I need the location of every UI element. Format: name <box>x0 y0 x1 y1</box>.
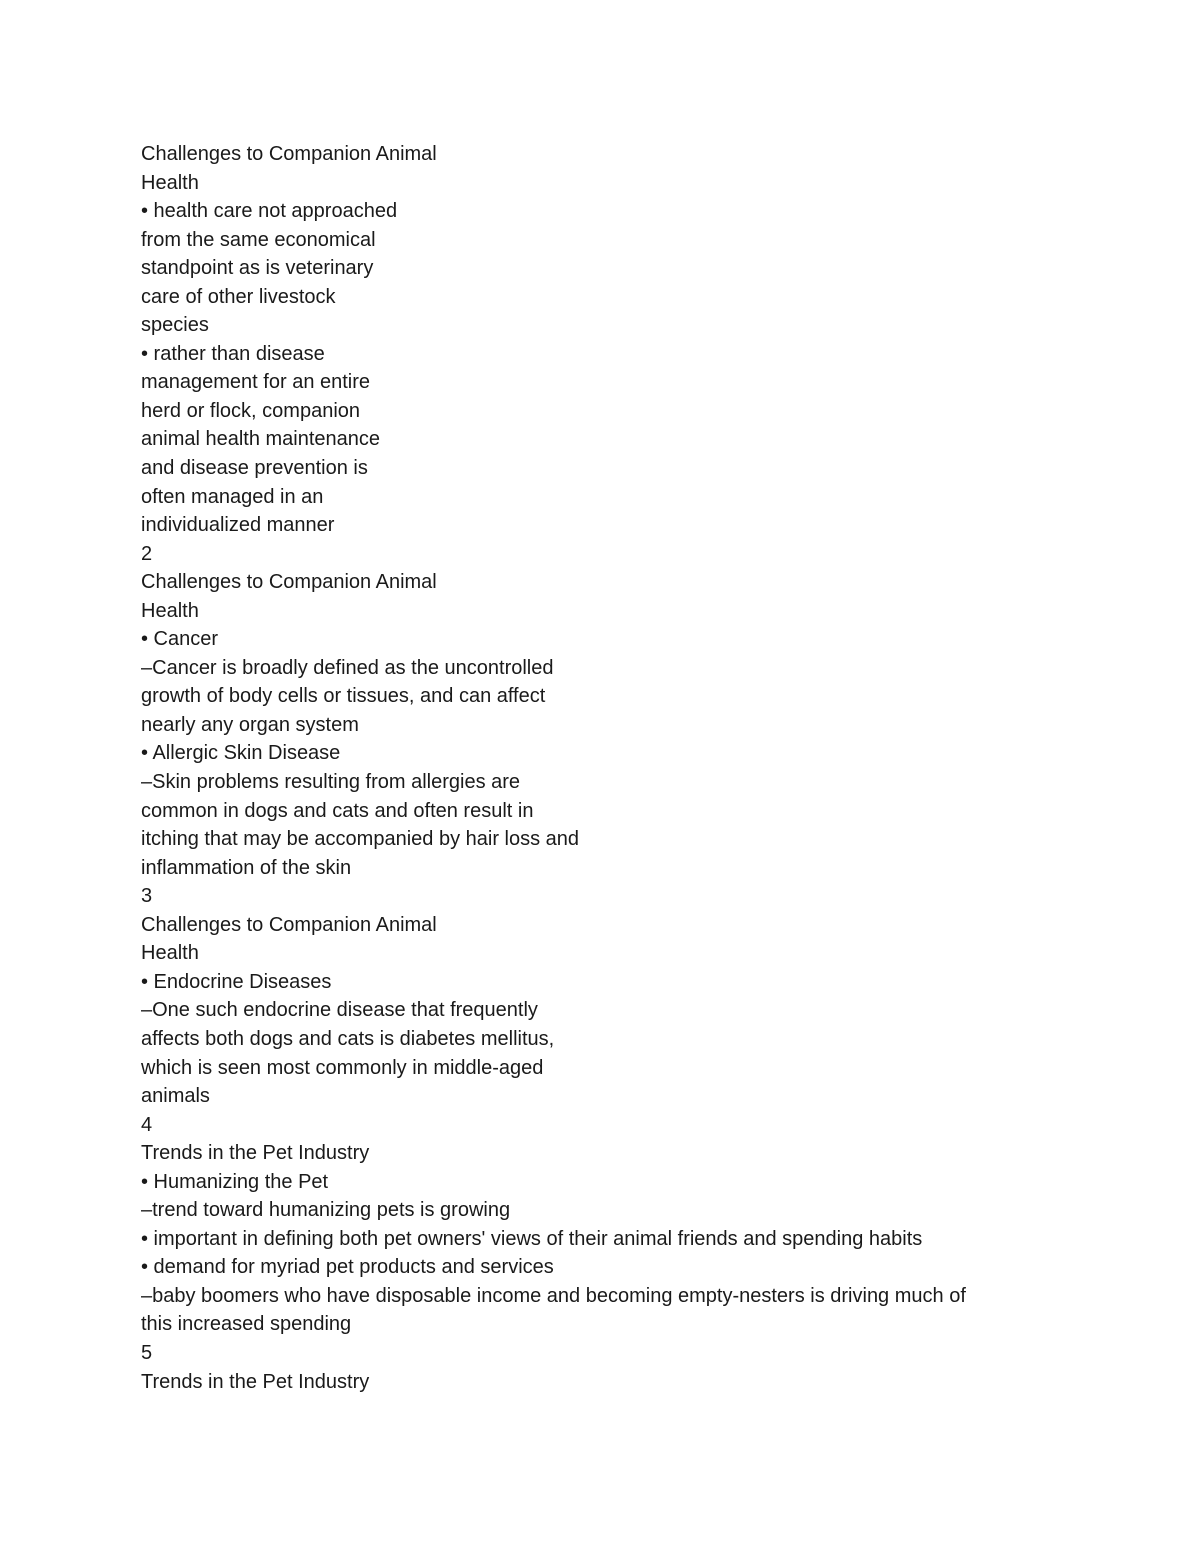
text-line: nearly any organ system <box>141 713 359 736</box>
sub-bullet-line: –Skin problems resulting from allergies are <box>141 771 521 794</box>
section-title: Health <box>141 171 199 194</box>
section-title: Health <box>141 942 199 965</box>
text-line: common in dogs and cats and often result in <box>141 799 534 822</box>
text-line: inflammation of the skin <box>141 856 352 879</box>
text-line: affects both dogs and cats is diabetes mellitus, <box>141 1027 555 1050</box>
text-line: and disease prevention is <box>141 457 368 480</box>
text-line: from the same economical <box>141 228 376 251</box>
section-title: Challenges to Companion Animal <box>141 143 437 165</box>
bullet-line: • demand for myriad pet products and services <box>141 1256 554 1279</box>
text-line: care of other livestock <box>141 285 336 308</box>
text-line: often managed in an <box>141 485 324 508</box>
section-title: Trends in the Pet Industry <box>141 1370 370 1393</box>
sub-bullet-line: –trend toward humanizing pets is growing <box>141 1199 511 1222</box>
text-line: which is seen most commonly in middle-aged <box>141 1056 544 1079</box>
bullet-line: • Allergic Skin Disease <box>141 742 341 765</box>
section-title: Challenges to Companion Animal <box>141 571 437 594</box>
slide-number: 4 <box>141 1113 153 1136</box>
text-line: itching that may be accompanied by hair loss and <box>141 828 580 851</box>
bullet-line: • Humanizing the Pet <box>141 1170 329 1193</box>
sub-bullet-line: –baby boomers who have disposable income and becoming empty-nesters is driving much of <box>141 1284 966 1307</box>
bullet-line: • important in defining both pet owners' views of their animal friends and spending habits <box>141 1227 923 1250</box>
bullet-line: • health care not approached <box>141 200 398 223</box>
sub-bullet-line: –Cancer is broadly defined as the uncontrolled <box>141 656 554 679</box>
text-line: animal health maintenance <box>141 428 381 451</box>
bullet-line: • Cancer <box>141 628 219 651</box>
text-line: this increased spending <box>141 1313 352 1336</box>
slide-number: 3 <box>141 885 153 908</box>
slide-number: 5 <box>141 1341 153 1364</box>
document-text <box>141 140 1141 1396</box>
text-line: animals <box>141 1085 210 1108</box>
text-line: growth of body cells or tissues, and can affect <box>141 685 546 708</box>
slide-number: 2 <box>141 542 153 565</box>
text-line: management for an entire <box>141 371 371 394</box>
section-title: Trends in the Pet Industry <box>141 1142 370 1165</box>
sub-bullet-line: –One such endocrine disease that frequently <box>141 999 538 1022</box>
section-title: Challenges to Companion Animal <box>141 913 437 936</box>
text-line: herd or flock, companion <box>141 399 361 422</box>
bullet-line: • Endocrine Diseases <box>141 970 332 993</box>
text-line: individualized manner <box>141 514 335 537</box>
text-line: standpoint as is veterinary <box>141 257 374 280</box>
bullet-line: • rather than disease <box>141 342 325 365</box>
text-line: species <box>141 314 209 337</box>
section-title: Health <box>141 599 199 622</box>
